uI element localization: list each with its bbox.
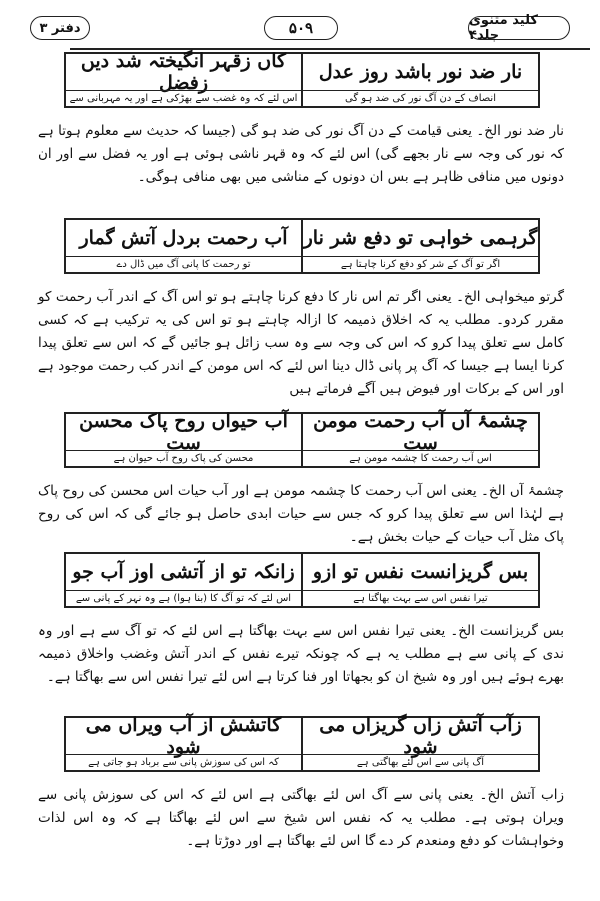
verse-first-translation: اس آب رحمت کا چشمہ مومن ہے <box>303 450 538 466</box>
verse-second-translation: اس لئے کہ وہ غضب سے بھڑکی ہے اور یہ مہربانی سے <box>66 90 303 106</box>
verse-table-3 <box>64 412 540 468</box>
commentary-paragraph-1: نار ضد نور الخ۔ یعنی قیامت کے دن آگ نور کی ضد ہو گی (جیسا کہ حدیث سے معلوم ہوتا ہے کہ نور کی وجہ سے نار بجھے گی) اس لئے کہ وہ قہر ناشی ہوئی ہے اور یہ فضل سے اور ان دونوں میں منافی ظاہر ہے بس ان دونوں کے مناشی میں بھی منافی ہوگی۔ <box>38 123 564 185</box>
verse-table-4 <box>64 552 540 608</box>
volume-section-label: دفتر ۳ <box>30 16 90 40</box>
verse-table-2 <box>64 218 540 274</box>
verse-first-hemistich: چشمۂ آں آب رحمت مومن ست <box>313 410 528 454</box>
book-title: کلید مثنوی جلد۴ <box>468 16 570 40</box>
verse-first-hemistich: زآب آتش زاں گریزاں می شود <box>319 714 522 758</box>
verse-first-hemistich: گرہمی خواہی تو دفع شر نار <box>303 227 538 249</box>
commentary-paragraph-2: گرتو میخواہی الخ۔ یعنی اگر تم اس نار کا دفع کرنا چاہتے ہو تو اس آگ کے اندر آب رحمت کو مقرر کردو۔ مطلب یہ کہ اخلاق ذمیمہ کا ازالہ چاہتے ہو تو اس کی یہ ترکیب ہے کہ کسی کامل سے تعلق پیدا کرو کہ اس کی وجہ سے وہ سب زائل ہو جائیں گے کہ اس سے تعلق پیدا کرنا ایسا ہے جیسا کہ آگ پر پانی ڈال دینا اس لئے کہ اس مومن کے اندر کب رحمت موجود ہے اور اس کے برکات اور فیوض ہیں آگے فرماتے ہیں <box>38 289 564 397</box>
verse-second-hemistich: آب حیواں روح پاک محسن ست <box>66 414 303 450</box>
verse-table-5 <box>64 716 540 772</box>
verse-first-translation: اگر تو آگ کے شر کو دفع کرنا چاہتا ہے <box>303 256 538 272</box>
verse-second-translation: کہ اس کی سوزش پانی سے برباد ہو جاتی ہے <box>66 754 303 770</box>
verse-second-translation: اس لئے کہ تو آگ کا (بنا ہوا) ہے وہ نہر کے پانی سے <box>66 590 303 606</box>
commentary-paragraph-3: چشمۂ آں الخ۔ یعنی اس آب رحمت کا چشمہ مومن ہے اور آب حیات اس محسن کی روح پاک ہے لہٰذا اس سے تعلق پیدا کرو کہ جس سے حیات ابدی حاصل ہو جائے گی کہ اس کی روح پاک مثل آب حیات کے حیات بخش ہے۔ <box>38 483 564 545</box>
verse-second-hemistich: کاں زقہر انگیختہ شد دیں زفضل <box>66 54 303 90</box>
commentary-paragraph-5: زاب آتش الخ۔ یعنی پانی سے آگ اس لئے بھاگتی ہے اس لئے کہ اس کی سوزش پانی سے ویران ہوتی ہے۔ مطلب یہ کہ نفس اس شیخ سے اس لئے بھاگتا ہے کہ وہ اس لذات وخواہشات کو دفع ومنعدم کر دے گا اس لئے بھاگتا ہے اور دوڑتا ہے۔ <box>38 787 564 849</box>
verse-second-hemistich: کاتشش از آب ویراں می شود <box>66 718 303 754</box>
verse-second-hemistich: آب رحمت بردل آتش گمار <box>66 220 303 256</box>
page-number: ۵۰۹ <box>264 16 338 40</box>
verse-first-hemistich: نار ضد نور باشد روز عدل <box>318 61 523 83</box>
verse-first-translation: انصاف کے دن آگ نور کی ضد ہو گی <box>303 90 538 106</box>
verse-second-translation: محسن کی پاک روح آب حیوان ہے <box>66 450 303 466</box>
page-header <box>30 14 570 44</box>
verse-table-1 <box>64 52 540 108</box>
verse-second-translation: تو رحمت کا پانی آگ میں ڈال دے <box>66 256 303 272</box>
verse-first-translation: تیرا نفس اس سے بہت بھاگتا ہے <box>303 590 538 606</box>
verse-second-hemistich: زانکہ تو از آتشی اوز آب جو <box>66 554 303 590</box>
commentary-paragraph-4: بس گریزانست الخ۔ یعنی تیرا نفس اس سے بہت بھاگتا ہے اس لئے کہ تو آگ سے ہے اور وہ ندی کے پانی سے ہے مطلب یہ ہے کہ چونکہ تیرے نفس کے اندر آتش وغضب واخلاق ذمیمہ بھرے ہوئے ہیں اور وہ شیخ ان کو بجھاتا اور فنا کرتا ہے اس لئے تیرا نفس اس سے بھاگتا ہے۔ <box>38 623 564 685</box>
verse-first-hemistich: بس گریزانست نفس تو ازو <box>312 561 529 583</box>
verse-first-translation: آگ پانی سے اس لئے بھاگتی ہے <box>303 754 538 770</box>
